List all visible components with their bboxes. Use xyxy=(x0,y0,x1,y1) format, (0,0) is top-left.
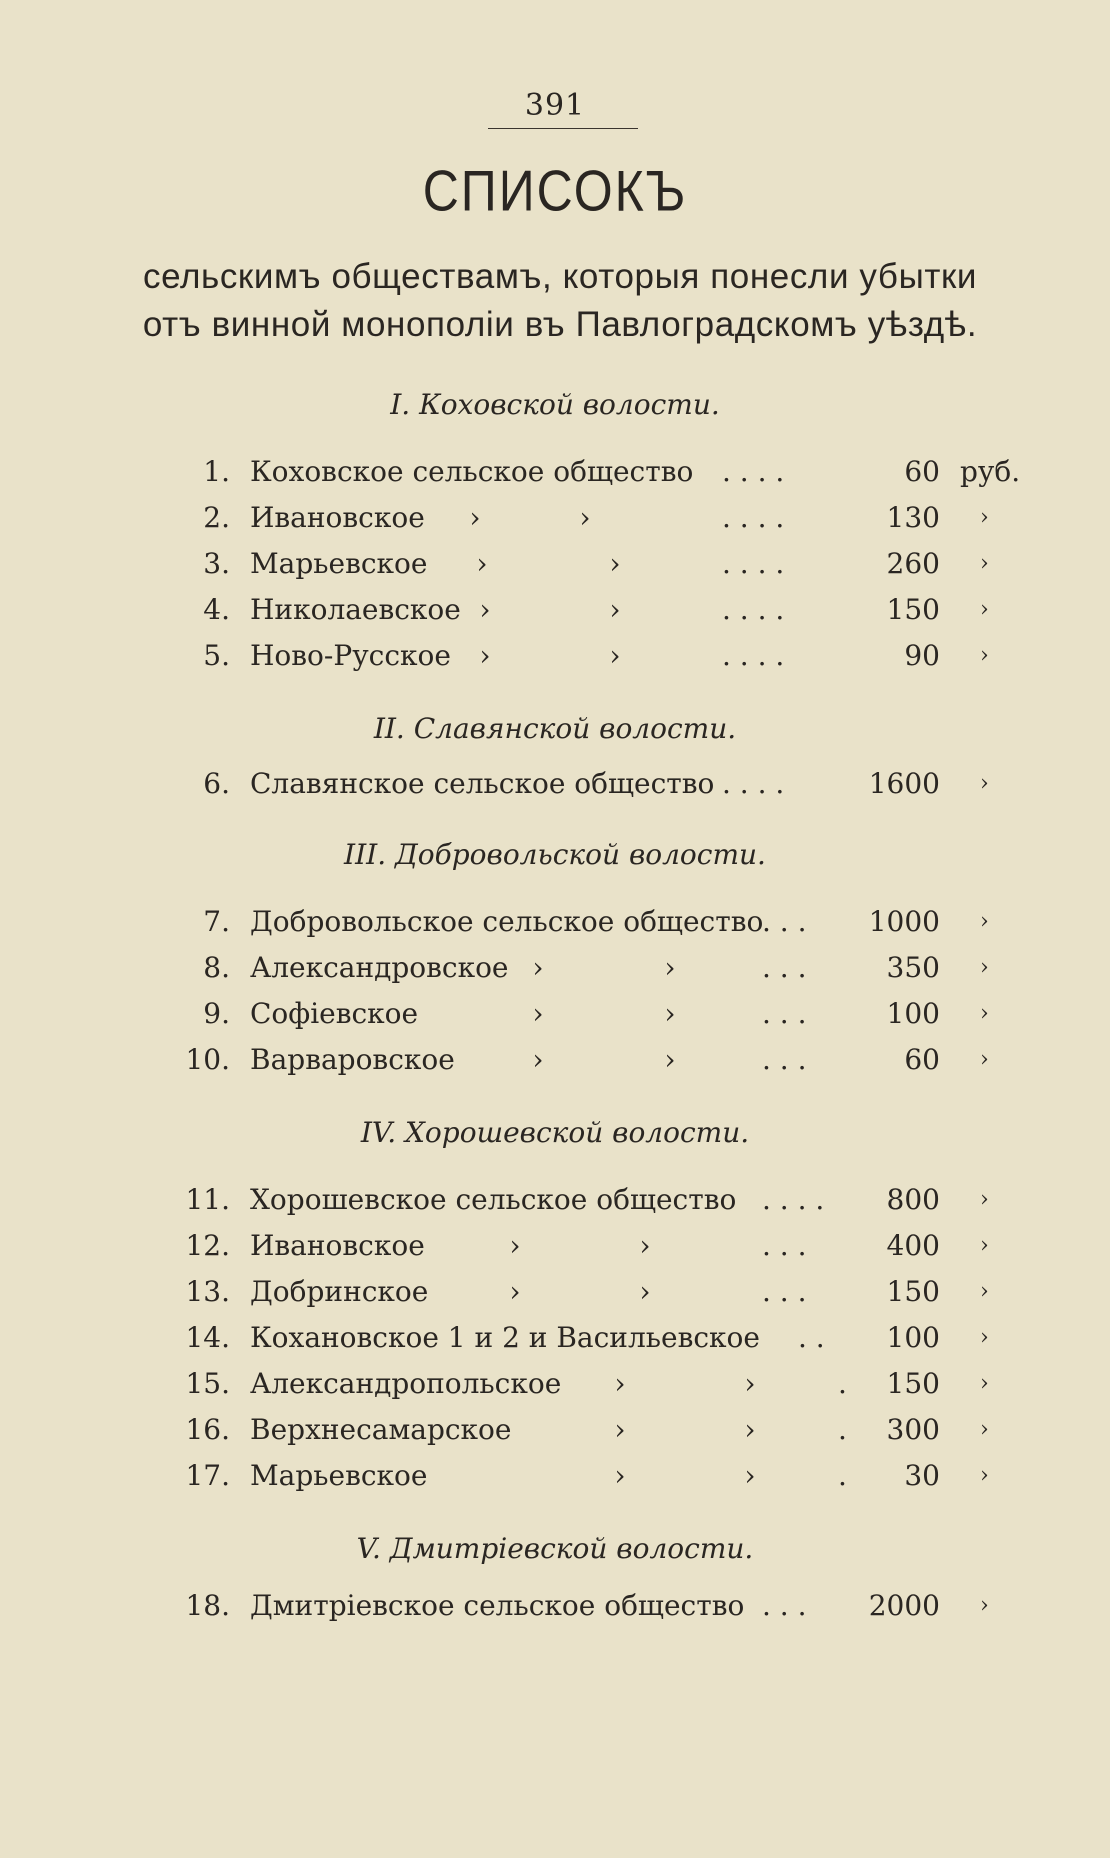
list-item xyxy=(0,947,1110,989)
entry-number: 5. xyxy=(203,639,230,672)
entry-amount: 90 xyxy=(904,639,940,672)
list-item xyxy=(0,1585,1110,1627)
entry-amount: 150 xyxy=(886,1275,940,1308)
entry-number: 12. xyxy=(185,1229,230,1262)
entry-number: 18. xyxy=(185,1589,230,1622)
ditto-mark: › xyxy=(664,1043,676,1076)
leader-dots: . . . . xyxy=(722,767,785,800)
leader-dots: . . . . xyxy=(722,639,785,672)
leader-dots: . . . xyxy=(762,997,807,1030)
list-item xyxy=(0,1271,1110,1313)
list-item xyxy=(0,763,1110,805)
section-heading: IV. Хорошевской волости. xyxy=(360,1116,750,1149)
entry-name: Софіевское xyxy=(250,997,419,1030)
ditto-mark: › xyxy=(664,997,676,1030)
ditto-mark: › xyxy=(479,639,491,672)
ditto-mark: › xyxy=(664,951,676,984)
entry-unit: › xyxy=(980,1279,989,1304)
entry-unit: › xyxy=(980,1371,989,1396)
entry-unit: › xyxy=(980,1593,989,1618)
leader-dots: . . . . xyxy=(722,547,785,580)
entry-unit: › xyxy=(980,1325,989,1350)
entry-name: Ивановское xyxy=(250,1229,425,1262)
entry-unit: › xyxy=(980,1417,989,1442)
entry-name: Добровольское сельское общество xyxy=(250,905,764,938)
entry-unit: › xyxy=(980,1233,989,1258)
leader-dots: . xyxy=(838,1367,847,1400)
section-heading: I. Коховской волости. xyxy=(390,388,720,421)
entry-number: 11. xyxy=(185,1183,230,1216)
entry-name: Дмитріевское сельское общество xyxy=(250,1589,745,1622)
entry-amount: 2000 xyxy=(868,1589,940,1622)
leader-dots: . . . xyxy=(762,1275,807,1308)
list-item xyxy=(0,1317,1110,1359)
ditto-mark: › xyxy=(479,593,491,626)
leader-dots: . . . xyxy=(762,1229,807,1262)
entry-name: Добринское xyxy=(250,1275,429,1308)
list-item xyxy=(0,993,1110,1035)
entry-amount: 1000 xyxy=(868,905,940,938)
entry-amount: 400 xyxy=(886,1229,940,1262)
subtitle-line-2: отъ винной монополіи въ Павлоградскомъ уѣздѣ. xyxy=(142,305,978,344)
leader-dots: . . . xyxy=(762,905,807,938)
entry-amount: 350 xyxy=(886,951,940,984)
ditto-mark: › xyxy=(509,1275,521,1308)
ditto-mark: › xyxy=(614,1413,626,1446)
ditto-mark: › xyxy=(609,547,621,580)
ditto-mark: › xyxy=(469,501,481,534)
ditto-mark: › xyxy=(639,1229,651,1262)
list-item xyxy=(0,1225,1110,1267)
entry-unit: › xyxy=(980,597,989,622)
leader-dots: . . . xyxy=(762,1589,807,1622)
entry-amount: 60 xyxy=(904,1043,940,1076)
leader-dots: . . . . xyxy=(722,593,785,626)
entry-name: Ново-Русское xyxy=(250,639,451,672)
entry-amount: 260 xyxy=(886,547,940,580)
entry-number: 16. xyxy=(185,1413,230,1446)
list-item xyxy=(0,1409,1110,1451)
entry-unit: › xyxy=(980,909,989,934)
entry-number: 10. xyxy=(185,1043,230,1076)
ditto-mark: › xyxy=(609,593,621,626)
page-number-rule xyxy=(488,128,638,129)
entry-name: Кохановское 1 и 2 и Васильевское xyxy=(250,1321,760,1354)
ditto-mark: › xyxy=(579,501,591,534)
entry-number: 1. xyxy=(203,455,230,488)
ditto-mark: › xyxy=(614,1459,626,1492)
list-item xyxy=(0,1363,1110,1405)
section-heading: III. Добровольской волости. xyxy=(344,838,766,871)
entry-number: 13. xyxy=(185,1275,230,1308)
entry-amount: 150 xyxy=(886,593,940,626)
entry-unit: › xyxy=(980,955,989,980)
ditto-mark: › xyxy=(476,547,488,580)
entry-amount: 60 xyxy=(904,455,940,488)
entry-unit: › xyxy=(980,643,989,668)
entry-number: 8. xyxy=(203,951,230,984)
leader-dots: . . . xyxy=(762,1043,807,1076)
list-item xyxy=(0,1039,1110,1081)
entry-number: 15. xyxy=(185,1367,230,1400)
ditto-mark: › xyxy=(532,951,544,984)
entry-name: Александропольское xyxy=(250,1367,562,1400)
ditto-mark: › xyxy=(532,997,544,1030)
ditto-mark: › xyxy=(744,1413,756,1446)
entry-number: 3. xyxy=(203,547,230,580)
ditto-mark: › xyxy=(744,1459,756,1492)
entry-unit: › xyxy=(980,551,989,576)
list-item xyxy=(0,901,1110,943)
entry-unit: › xyxy=(980,771,989,796)
entry-amount: 30 xyxy=(904,1459,940,1492)
entry-unit: › xyxy=(980,1187,989,1212)
ditto-mark: › xyxy=(639,1275,651,1308)
list-item xyxy=(0,543,1110,585)
entry-number: 7. xyxy=(203,905,230,938)
leader-dots: . . . . xyxy=(722,455,785,488)
entry-unit: › xyxy=(980,1001,989,1026)
list-item xyxy=(0,1455,1110,1497)
subtitle-line-1: сельскимъ обществамъ, которыя понесли убытки xyxy=(142,257,978,296)
section-heading: II. Славянской волости. xyxy=(373,712,737,745)
ditto-mark: › xyxy=(744,1367,756,1400)
list-item xyxy=(0,1179,1110,1221)
entry-unit: руб. xyxy=(960,455,1021,488)
document-title: СПИСОКЪ xyxy=(422,158,688,224)
page-number: 391 xyxy=(524,88,586,123)
entry-amount: 150 xyxy=(886,1367,940,1400)
entry-unit: › xyxy=(980,1463,989,1488)
ditto-mark: › xyxy=(532,1043,544,1076)
entry-name: Николаевское xyxy=(250,593,461,626)
leader-dots: . xyxy=(838,1413,847,1446)
entry-number: 14. xyxy=(185,1321,230,1354)
entry-number: 17. xyxy=(185,1459,230,1492)
entry-amount: 800 xyxy=(886,1183,940,1216)
entry-amount: 1600 xyxy=(868,767,940,800)
list-item xyxy=(0,589,1110,631)
leader-dots: . . . xyxy=(762,951,807,984)
section-heading: V. Дмитріевской волости. xyxy=(356,1532,754,1565)
entry-name: Марьевское xyxy=(250,1459,428,1492)
leader-dots: . . . . xyxy=(722,501,785,534)
list-item xyxy=(0,497,1110,539)
entry-name: Коховское сельское общество xyxy=(250,455,694,488)
list-item xyxy=(0,635,1110,677)
entry-number: 6. xyxy=(203,767,230,800)
document-subtitle xyxy=(100,253,1020,349)
entry-name: Верхнесамарское xyxy=(250,1413,512,1446)
entry-name: Александровское xyxy=(250,951,509,984)
entry-amount: 100 xyxy=(886,997,940,1030)
ditto-mark: › xyxy=(509,1229,521,1262)
leader-dots: . . xyxy=(798,1321,825,1354)
entry-amount: 100 xyxy=(886,1321,940,1354)
entry-name: Хорошевское сельское общество xyxy=(250,1183,737,1216)
entry-name: Ивановское xyxy=(250,501,425,534)
entry-name: Славянское сельское общество xyxy=(250,767,715,800)
list-item xyxy=(0,451,1110,493)
entry-number: 2. xyxy=(203,501,230,534)
entry-unit: › xyxy=(980,1047,989,1072)
entry-number: 4. xyxy=(203,593,230,626)
entry-unit: › xyxy=(980,505,989,530)
ditto-mark: › xyxy=(609,639,621,672)
ditto-mark: › xyxy=(614,1367,626,1400)
leader-dots: . xyxy=(838,1459,847,1492)
leader-dots: . . . . xyxy=(762,1183,825,1216)
entry-amount: 130 xyxy=(886,501,940,534)
entry-name: Варваровское xyxy=(250,1043,455,1076)
entry-name: Марьевское xyxy=(250,547,428,580)
entry-amount: 300 xyxy=(886,1413,940,1446)
entry-number: 9. xyxy=(203,997,230,1030)
